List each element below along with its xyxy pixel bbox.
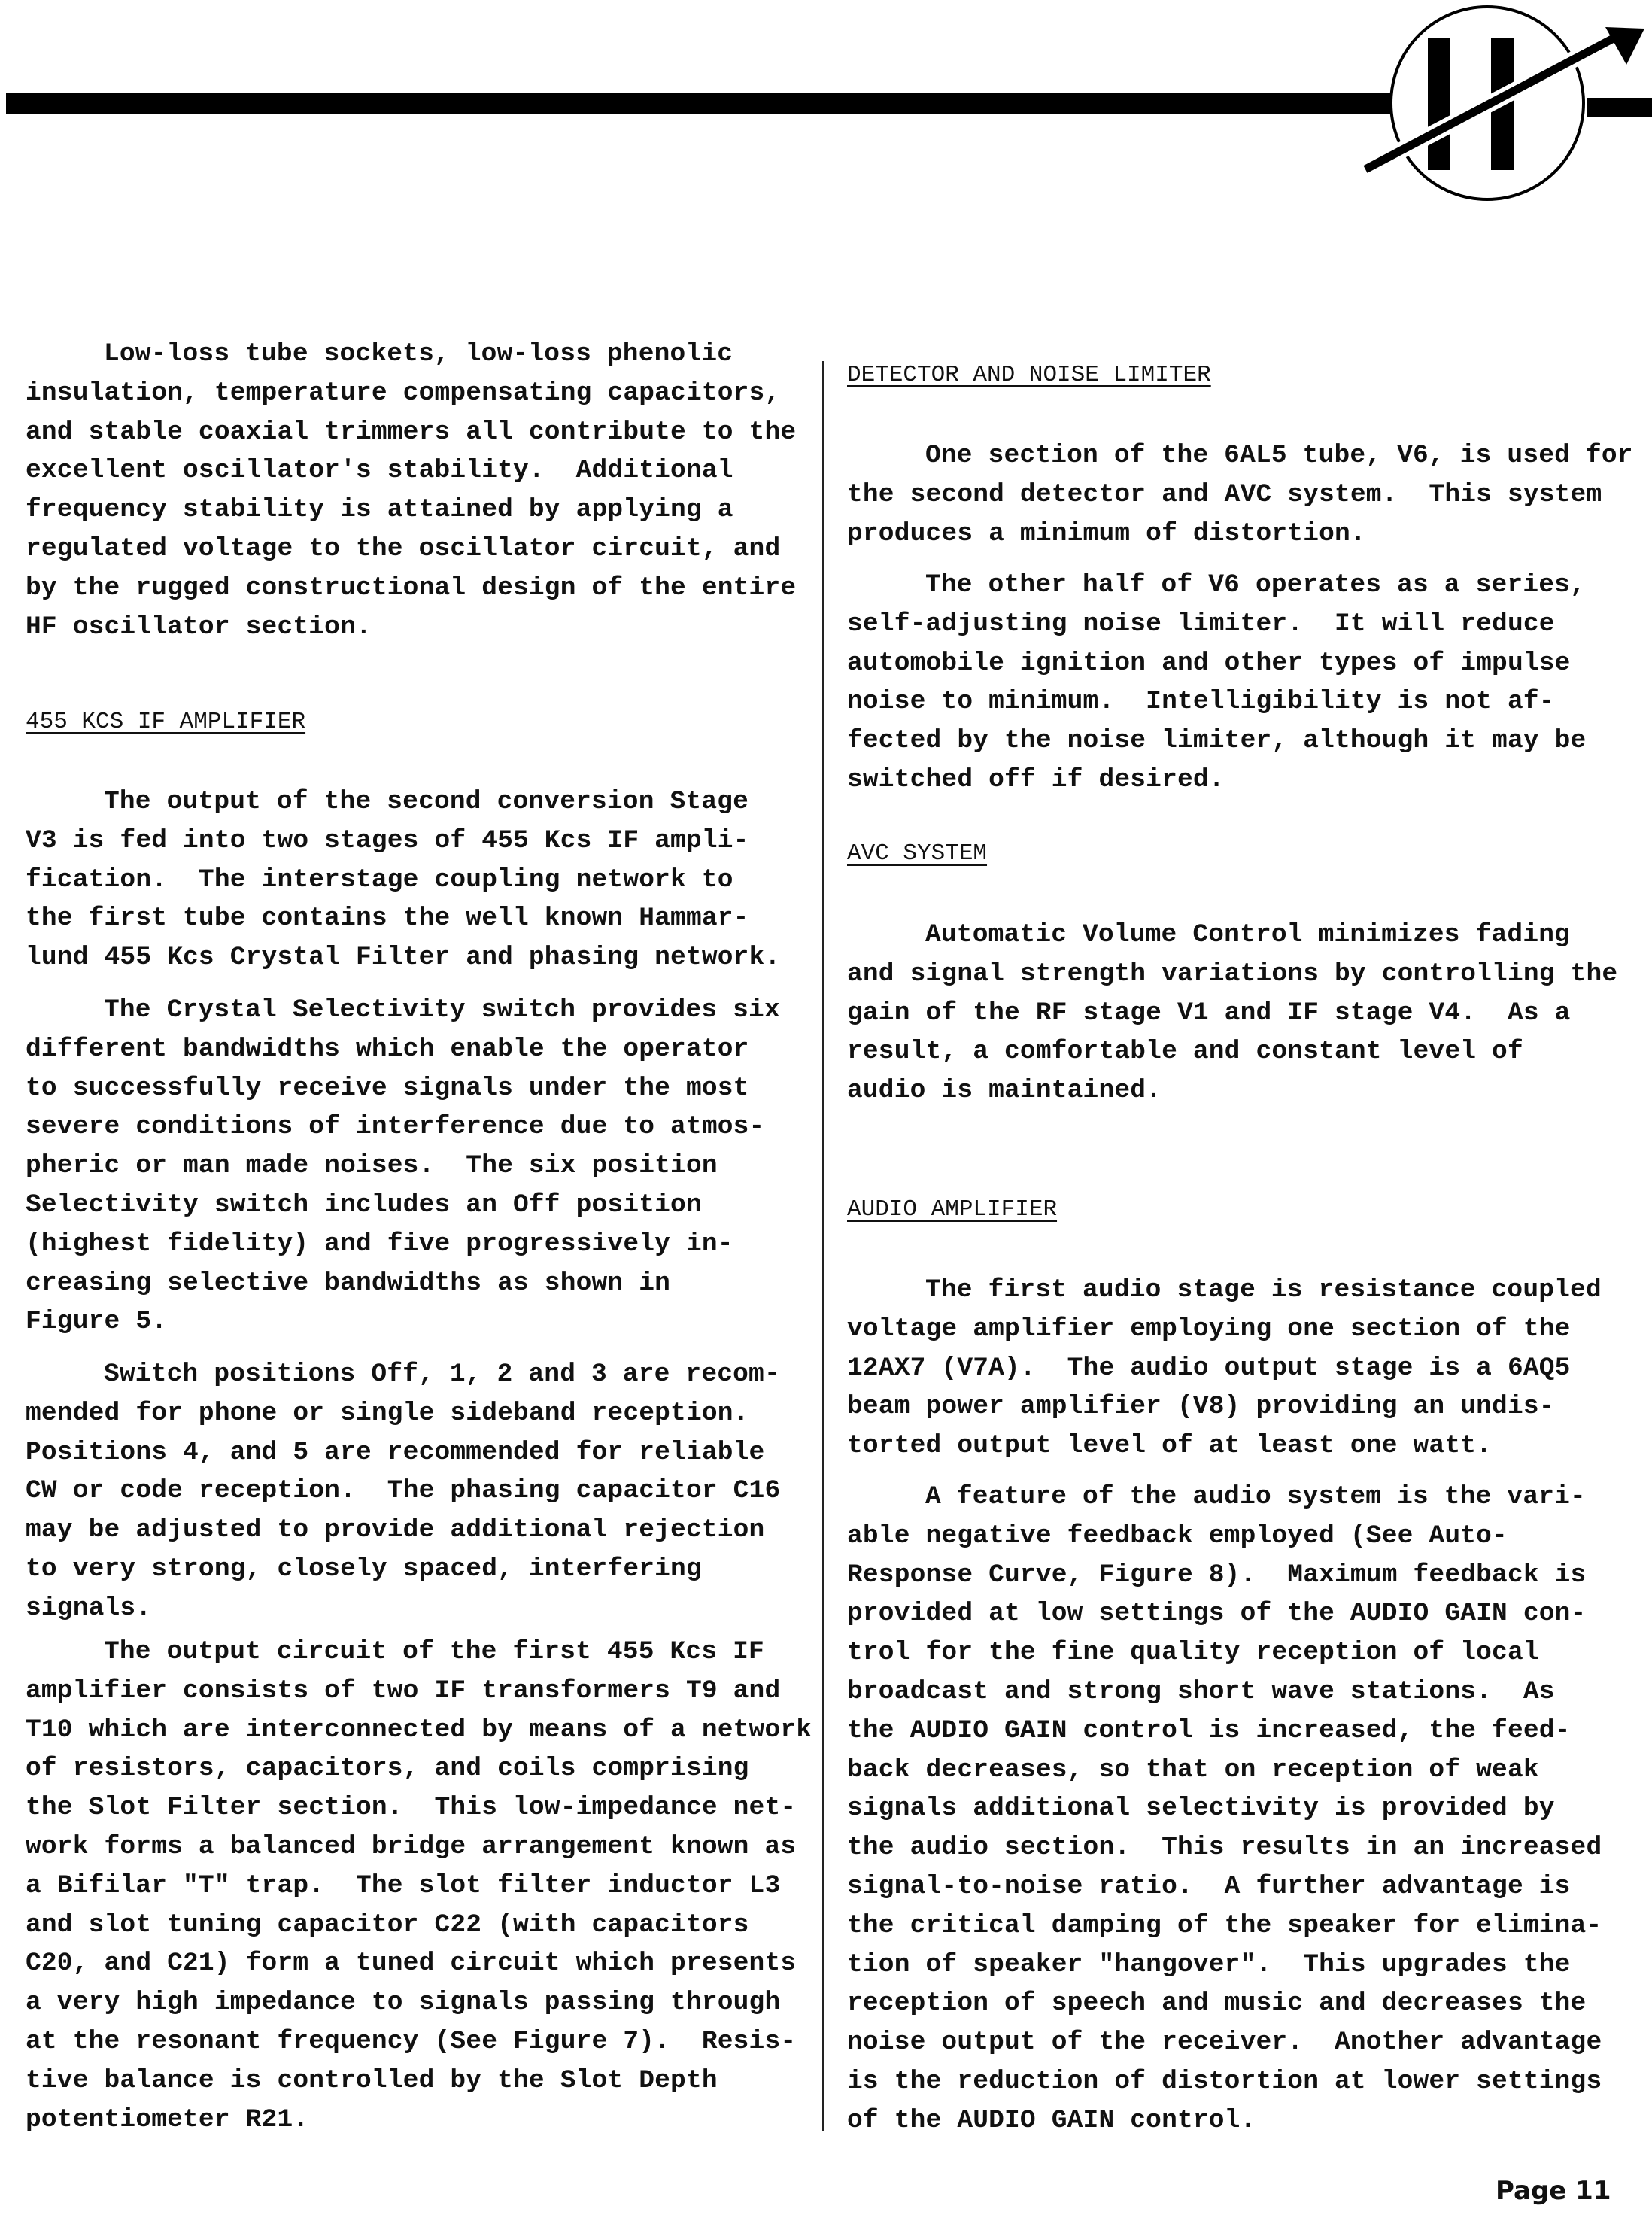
text-line: beam power amplifier (V8) providing an undis- (847, 1392, 1555, 1422)
text-line: and stable coaxial trimmers all contribute to the (26, 417, 797, 447)
text-line: of the AUDIO GAIN control. (847, 2105, 1256, 2135)
text-line: and signal strength variations by controlling the (847, 959, 1618, 989)
text-line: frequency stability is attained by applying a (26, 495, 733, 525)
text-line: switched off if desired. (847, 764, 1225, 795)
text-line: One section of the 6AL5 tube, V6, is used for (925, 441, 1633, 470)
text-line: Selectivity switch includes an Off position (26, 1189, 702, 1220)
text-line: The other half of V6 operates as a series, (925, 570, 1586, 600)
paragraph (26, 335, 796, 646)
text-line: the AUDIO GAIN control is increased, the feed- (847, 1715, 1571, 1746)
text-line: provided at low settings of the AUDIO GAIN con- (847, 1599, 1587, 1629)
text-line: 12AX7 (V7A). The audio output stage is a 6AQ5 (847, 1353, 1571, 1383)
section-heading: AUDIO AMPLIFIER (847, 1196, 1058, 1223)
text-line: work forms a balanced bridge arrangement known as (26, 1831, 797, 1861)
text-line: mended for phone or single sideband reception. (26, 1398, 749, 1428)
paragraph (847, 566, 1586, 800)
page-number: Page 11 (1496, 2176, 1611, 2206)
text-line: broadcast and strong short wave stations. As (847, 1676, 1555, 1706)
paragraph (26, 782, 780, 977)
text-line: signal-to-noise ratio. A further advantage is (847, 1871, 1571, 1901)
text-line: amplifier consists of two IF transformers T9 and (26, 1676, 781, 1706)
text-line: fected by the noise limiter, although it may be (847, 726, 1587, 756)
header-rule (6, 93, 1405, 114)
text-line: noise output of the receiver. Another advantage (847, 2028, 1602, 2058)
text-line: (highest fidelity) and five progressively in- (26, 1229, 733, 1259)
text-line: The Crystal Selectivity switch provides six (104, 995, 780, 1025)
text-line: severe conditions of interference due to atmos- (26, 1112, 765, 1142)
paragraph (26, 1355, 780, 1628)
text-line: a Bifilar "T" trap. The slot filter inductor L3 (26, 1870, 781, 1900)
text-line: self-adjusting noise limiter. It will reduce (847, 609, 1555, 639)
text-line: and slot tuning capacitor C22 (with capacitors (26, 1910, 749, 1940)
paragraph (26, 1633, 812, 2139)
text-line: creasing selective bandwidths as shown in (26, 1268, 671, 1298)
text-line: The output of the second conversion Stage (104, 787, 749, 816)
text-line: to successfully receive signals under the most (26, 1073, 749, 1103)
text-line: signals additional selectivity is provided by (847, 1794, 1555, 1824)
text-line: the first tube contains the well known Hammar- (26, 904, 749, 934)
text-line: The output circuit of the first 455 Kcs IF (104, 1637, 764, 1667)
text-line: of resistors, capacitors, and coils comprising (26, 1754, 749, 1784)
text-line: tion of speaker "hangover". This upgrades the (847, 1949, 1571, 1979)
section-heading: 455 KCS IF AMPLIFIER (26, 709, 306, 735)
text-line: pheric or man made noises. The six position (26, 1151, 718, 1181)
column-divider (822, 361, 824, 2131)
text-line: Positions 4, and 5 are recommended for reliable (26, 1437, 765, 1467)
text-line: able negative feedback employed (See Auto- (847, 1521, 1508, 1551)
text-line: back decreases, so that on reception of weak (847, 1755, 1539, 1785)
text-line: insulation, temperature compensating capacitors, (26, 378, 781, 408)
text-line: is the reduction of distortion at lower settings (847, 2066, 1602, 2096)
text-line: audio is maintained. (847, 1076, 1162, 1106)
text-line: tive balance is controlled by the Slot Depth (26, 2065, 718, 2095)
section-heading: AVC SYSTEM (847, 840, 988, 867)
text-line: Automatic Volume Control minimizes fading (925, 920, 1571, 949)
text-line: the critical damping of the speaker for elimina- (847, 1910, 1602, 1940)
text-line: voltage amplifier employing one section of the (847, 1314, 1571, 1344)
text-line: HF oscillator section. (26, 612, 372, 642)
text-line: the second detector and AVC system. This system (847, 479, 1602, 509)
text-line: produces a minimum of distortion. (847, 518, 1366, 548)
paragraph (26, 991, 780, 1341)
text-line: V3 is fed into two stages of 455 Kcs IF ampli- (26, 825, 749, 855)
text-line: different bandwidths which enable the operator (26, 1034, 749, 1064)
text-line: signals. (26, 1593, 152, 1623)
text-line: fication. The interstage coupling network to (26, 864, 733, 895)
text-line: a very high impedance to signals passing through (26, 1988, 781, 2018)
text-line: C20, and C21) form a tuned circuit which presents (26, 1949, 797, 1979)
text-line: excellent oscillator's stability. Additional (26, 456, 733, 486)
text-line: reception of speech and music and decreases the (847, 1989, 1587, 2019)
paragraph (847, 1271, 1602, 1466)
hammarlund-logo (1347, 0, 1652, 218)
text-line: T10 which are interconnected by means of a network (26, 1715, 812, 1745)
text-line: to very strong, closely spaced, interfering (26, 1554, 702, 1584)
text-line: may be adjusted to provide additional rejection (26, 1515, 765, 1545)
text-line: A feature of the audio system is the vari- (925, 1482, 1586, 1512)
text-line: result, a comfortable and constant level of (847, 1037, 1523, 1067)
text-line: noise to minimum. Intelligibility is not af- (847, 687, 1555, 717)
text-line: trol for the fine quality reception of local (847, 1638, 1539, 1668)
text-line: Response Curve, Figure 8). Maximum feedback is (847, 1560, 1587, 1590)
text-line: at the resonant frequency (See Figure 7). Resis- (26, 2026, 797, 2056)
text-line: Low-loss tube sockets, low-loss phenolic (104, 339, 733, 369)
text-line: lund 455 Kcs Crystal Filter and phasing network. (26, 943, 781, 973)
text-line: regulated voltage to the oscillator circuit, and (26, 533, 781, 564)
paragraph (847, 436, 1633, 553)
text-line: by the rugged constructional design of the entire (26, 573, 797, 603)
text-line: Figure 5. (26, 1307, 168, 1337)
section-heading: DETECTOR AND NOISE LIMITER (847, 362, 1211, 388)
text-line: automobile ignition and other types of impulse (847, 648, 1571, 678)
text-line: the Slot Filter section. This low-impedance net- (26, 1793, 797, 1823)
paragraph (847, 916, 1617, 1110)
text-line: torted output level of at least one watt. (847, 1431, 1493, 1461)
text-line: The first audio stage is resistance coupled (925, 1275, 1602, 1305)
text-line: gain of the RF stage V1 and IF stage V4. As a (847, 998, 1571, 1028)
paragraph (847, 1478, 1602, 2140)
text-line: potentiometer R21. (26, 2104, 309, 2134)
text-line: Switch positions Off, 1, 2 and 3 are recom- (104, 1360, 780, 1389)
text-line: the audio section. This results in an increased (847, 1833, 1602, 1863)
text-line: CW or code reception. The phasing capacitor C16 (26, 1476, 781, 1506)
